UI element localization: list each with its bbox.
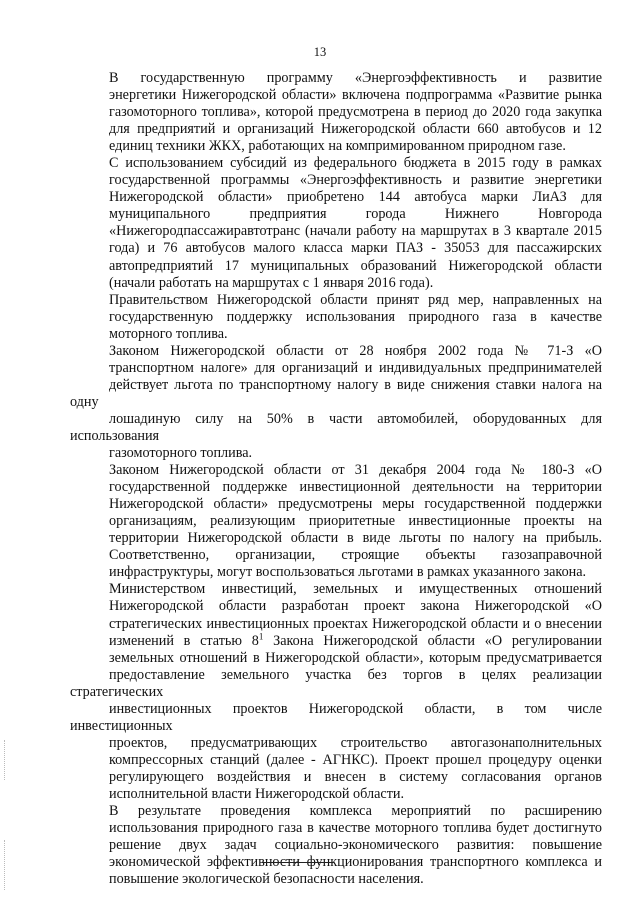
- text-line: С использованием субсидий из федерального бюджета в 2015 году в рамках: [109, 155, 602, 172]
- text-line: предоставление земельного участка без торгов в целях реализации стратегических: [70, 666, 602, 700]
- text-line: земельных отношений в Нижегородской области», которым предусматривается: [109, 649, 602, 666]
- text-line: государственной программы «Энергоэффективность и развитие энергетики: [109, 172, 602, 189]
- text-line: проектов, предусматривающих строительство автогазонаполнительных: [109, 734, 602, 751]
- text-line: повышение экологической безопасности населения.: [109, 871, 424, 888]
- text-line: Нижегородской области» предусмотрены меры государственной поддержки: [109, 496, 602, 513]
- text-line: В результате проведения комплекса мероприятий по расширению: [109, 803, 602, 820]
- text-line: Министерством инвестиций, земельных и имущественных отношений: [109, 581, 602, 598]
- text-line: инвестиционных проектов Нижегородской области, в том числе инвестиционных: [70, 700, 602, 734]
- text-line: газомоторного топлива.: [109, 445, 253, 462]
- footnote-reference: 1: [258, 630, 264, 641]
- text-line: Нижегородской области» приобретено 144 автобуса марки ЛиАЗ для: [109, 189, 602, 206]
- document-body: [70, 70, 602, 888]
- text-line: моторного топлива.: [109, 325, 228, 342]
- text-line: транспортном налоге» для организаций и индивидуальных предпринимателей: [109, 359, 602, 376]
- text-line: действует льгота по транспортному налогу в виде снижения ставки налога на одну: [70, 376, 602, 410]
- text-line: (начали работать на маршрутах с 1 января 2016 года).: [109, 274, 434, 291]
- text-line: года) и 76 автобусов малого класса марки ПАЗ - 35053 для пассажирских: [109, 240, 602, 257]
- text-line: энергетики Нижегородской области» включена подпрограмма «Развитие рынка: [109, 87, 602, 104]
- text-line: «Нижегородпассажиравтотранс (начали работу на маршрутах в 3 квартале 2015: [109, 223, 602, 240]
- text-line: компрессорных станций (далее - АГНКС). Проект прошел процедуру оценки: [109, 751, 602, 768]
- text-line: Законом Нижегородской области от 28 ноября 2002 года № 71-З «О: [109, 342, 602, 359]
- text-line: государственной поддержке инвестиционной деятельности на территории: [109, 479, 602, 496]
- text-line: газомоторного топлива», которой предусмотрена в период до 2020 года закупка: [109, 104, 602, 121]
- text-line: Законом Нижегородской области от 31 декабря 2004 года № 180-З «О: [109, 462, 602, 479]
- text-line: экономической эффективности функционирования транспортного комплекса и: [109, 854, 602, 871]
- scan-margin-mark: [4, 840, 5, 890]
- text-line: единиц техники ЖКХ, работающих на компримированном природном газе.: [109, 138, 566, 155]
- text-line-with-footnote: [70, 630, 602, 650]
- paragraph-government-measures: [70, 292, 602, 343]
- text-line: территории Нижегородской области в виде льготы по налогу на прибыль.: [109, 530, 602, 547]
- page-number: 13: [313, 45, 327, 59]
- scan-margin-mark: [4, 740, 5, 780]
- text-line: Правительством Нижегородской области принят ряд мер, направленных на: [109, 291, 602, 308]
- text-line: инфраструктуры, могут воспользоваться льготами в рамках указанного закона.: [109, 564, 587, 581]
- text-line: Соответственно, организации, строящие объекты газозаправочной: [109, 547, 602, 564]
- paragraph-program-subprogram: [70, 70, 602, 155]
- text-line: решение двух задач социально-экономического развития: повышение: [109, 837, 602, 854]
- text-line: для предприятий и организаций Нижегородской области 660 автобусов и 12: [109, 121, 602, 138]
- text-fragment: Закона Нижегородской области «О регулировании: [263, 632, 602, 649]
- text-line: Нижегородской области разработан проект закона Нижегородской «О: [109, 598, 602, 615]
- paragraph-federal-subsidies: [70, 155, 602, 291]
- text-line: стратегических инвестиционных проектах Нижегородской области и о внесении: [109, 615, 602, 632]
- text-line: автопредприятий 17 муниципальных образований Нижегородской области: [109, 257, 602, 274]
- paragraph-investment-support-law: [70, 462, 602, 581]
- text-line: В государственную программу «Энергоэффективность и развитие: [109, 70, 602, 86]
- text-line: лошадиную силу на 50% в части автомобилей, оборудованных для использования: [70, 410, 602, 444]
- text-line: муниципального предприятия города Нижнего Новгорода: [109, 206, 602, 223]
- text-line: регулирующего воздействия и внесен в систему согласования органов: [109, 768, 602, 785]
- text-fragment: изменений в статью 8: [109, 632, 259, 649]
- text-line: государственную поддержку использования природного газа в качестве: [109, 308, 602, 325]
- bottom-separator-line: [262, 862, 334, 863]
- text-line: организациям, реализующим приоритетные инвестиционные проекты на: [109, 513, 602, 530]
- paragraph-draft-law: [70, 581, 602, 803]
- paragraph-transport-tax-law: [70, 343, 602, 462]
- text-line: исполнительной власти Нижегородской области.: [109, 785, 405, 802]
- text-line: использования природного газа в качестве моторного топлива будет достигнуто: [109, 820, 602, 837]
- paragraph-conclusion: [70, 803, 602, 888]
